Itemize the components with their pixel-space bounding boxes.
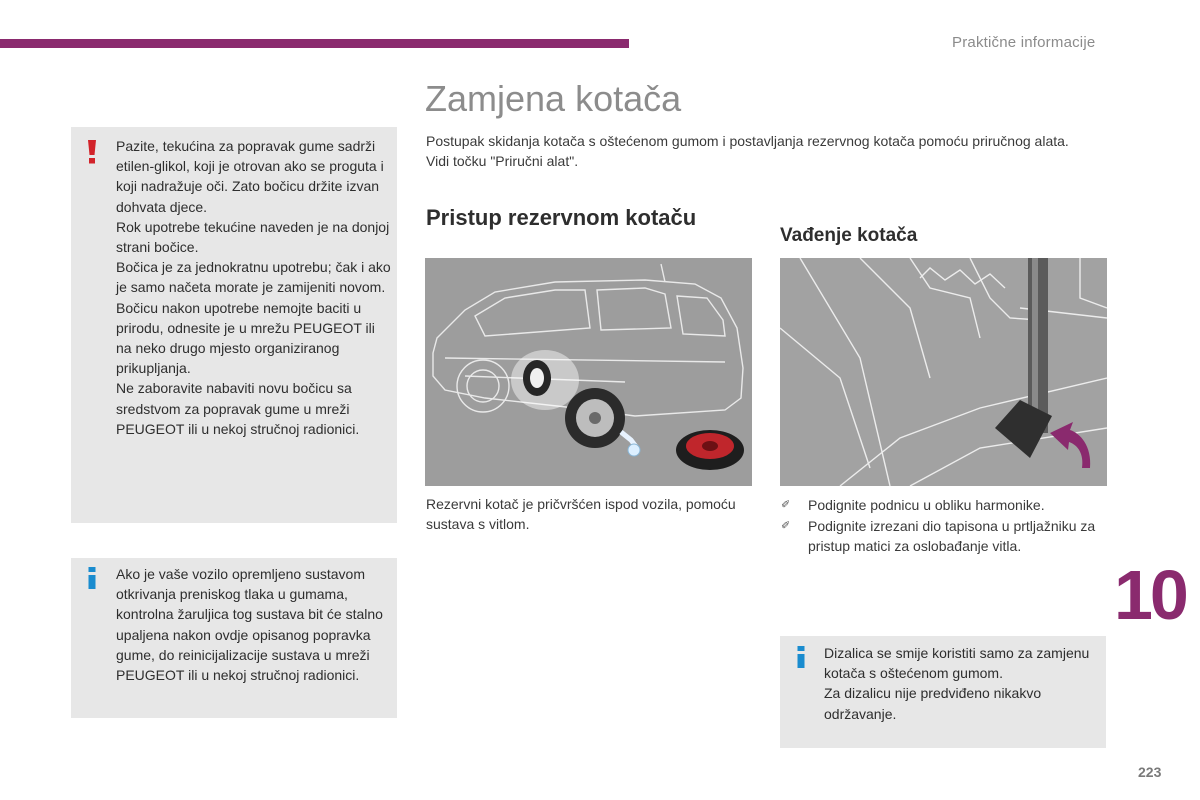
warning-exclamation-icon <box>86 140 98 164</box>
warning-paragraph: Ne zaboravite nabaviti novu bočicu sa sredstvom za popravak gume u mreži PEUGEOT ili u nekoj stručnoj radionici. <box>116 380 360 437</box>
info-paragraph: Za dizalicu nije predviđeno nikakvo održavanje. <box>824 685 1042 722</box>
section-title: Praktične informacije <box>952 34 1096 51</box>
info-text-tpms: Ako je vaše vozilo opremljeno sustavom otkrivanja preniskog tlaka u gumama, kontrolna žaruljica tog sustava bit će stalno upaljena nakon ovdje opisanog popravka gume, do reinicijalizacije sustava u mreži PEUGEOT ili u nekoj stručnoj radionici. <box>116 566 383 684</box>
info-paragraph: Dizalica se smije koristiti samo za zamjenu kotača s oštećenom gumom. <box>824 645 1090 682</box>
car-spare-wheel-illustration <box>425 258 752 486</box>
info-text-jack <box>824 643 1094 724</box>
caption-spare-wheel-access: Rezervni kotač je pričvršćen ispod vozila, pomoću sustava s vitlom. <box>426 496 736 532</box>
warning-paragraph: Pazite, tekućina za popravak gume sadrži etilen-glikol, koji je otrovan ako se proguta i koji nadražuje oči. Zato bočicu držite izvan dohvata djece. <box>116 138 384 215</box>
list-item <box>781 516 1111 557</box>
removal-steps-list <box>781 495 1111 557</box>
step-text: Podignite podnicu u obliku harmonike. <box>808 497 1045 513</box>
heading-wheel-removal: Vađenje kotača <box>780 225 918 246</box>
page-title: Zamjena kotača <box>425 78 682 119</box>
trunk-floor-illustration <box>780 258 1107 486</box>
intro-line: Postupak skidanja kotača s oštećenom gumom i postavljanja rezervnog kotača pomoću priručnog alata. <box>426 133 1069 149</box>
intro-line: Vidi točku "Priručni alat". <box>426 153 579 169</box>
warning-paragraph: Bočica je za jednokratnu upotrebu; čak i ako je samo načeta morate je zamijeniti novom. <box>116 259 391 296</box>
step-text: Podignite izrezani dio tapisona u prtljažniku za pristup matici za oslobađanje vitla. <box>808 517 1096 554</box>
heading-spare-wheel-access: Pristup rezervnom kotaču <box>426 205 697 230</box>
info-icon <box>796 646 806 668</box>
pencil-bullet-icon: ✐ <box>781 499 791 511</box>
pencil-bullet-icon: ✐ <box>781 519 791 532</box>
chapter-color-bar <box>0 39 629 48</box>
warning-paragraph: Bočicu nakon upotrebe nemojte baciti u prirodu, odnesite je u mrežu PEUGEOT ili na neko drugo mjesto organiziranog prikupljanja. <box>116 299 375 377</box>
warning-text <box>116 136 394 439</box>
page-number: 223 <box>1138 764 1162 780</box>
list-item <box>781 495 1111 516</box>
warning-paragraph: Rok upotrebe tekućine naveden je na donjoj strani bočice. <box>116 218 390 256</box>
intro-text <box>426 131 1116 171</box>
chapter-number: 10 <box>1114 556 1186 634</box>
info-icon <box>87 567 97 589</box>
